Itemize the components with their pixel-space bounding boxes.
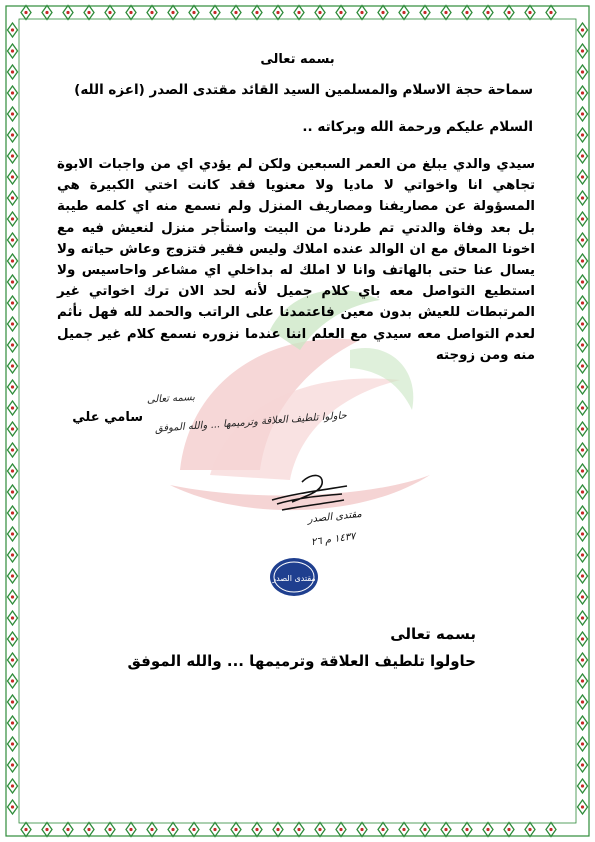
border-ornament-icon	[578, 401, 588, 415]
border-ornament-icon	[578, 317, 588, 331]
letter-body: سيدي والدي يبلغ من العمر السبعين ولكن لم يؤدي اي من واجبات الابوة تجاهي انا واخواتي لا ماديا ولا معنويا فقد كانت اختي الكبيرة هي المسؤولة عن مصاريفنا ومصاريف المنزل ولم نسمع منه اي كلمه طيبة بل بعد وفاة والدتي تم طردنا من البيت واستأجر منزل لنعيش فيه مع اخونا المعاق مع ان الوالد عنده املاك وليس فقير فتزوج وعاش حياته ولا يسال عنا حتى بالهاتف وانا لا املك له بداخلي اي مشاعر واحاسيس ولا استطيع التواصل معه باي كلام جميل لأنه لحد الان ترك اخواتي غير المرتبطات للعيش بدون معين فاعتمدنا على الراتب والحمد لله فهل نأثم لعدم التواصل معه سيدي مع العلم اننا عندما نزوره نسمع كلام غير جميل منه ومن زوجته	[57, 157, 535, 363]
border-ornament-icon	[578, 359, 588, 373]
border-ornament-icon	[578, 86, 588, 100]
border-ornament-icon	[63, 6, 73, 20]
border-ornament-icon	[578, 569, 588, 583]
border-ornament-icon	[578, 737, 588, 751]
border-ornament-icon	[126, 823, 136, 837]
border-ornament-icon	[42, 823, 52, 837]
border-ornament-icon	[336, 6, 346, 20]
border-ornament-icon	[420, 823, 430, 837]
border-ornament-icon	[462, 6, 472, 20]
border-ornament-icon	[420, 6, 430, 20]
border-ornament-icon	[315, 823, 325, 837]
border-ornament-icon	[483, 6, 493, 20]
border-ornament-icon	[525, 6, 535, 20]
reply-text: حاولوا تلطيف العلاقة وترميمها ... والله الموفق	[127, 652, 476, 670]
border-ornament-icon	[578, 128, 588, 142]
border-ornament-icon	[8, 380, 18, 394]
border-ornament-icon	[8, 674, 18, 688]
border-ornament-icon	[273, 6, 283, 20]
border-ornament-icon	[8, 128, 18, 142]
border-ornament-icon	[578, 779, 588, 793]
border-ornament-icon	[315, 6, 325, 20]
border-ornament-icon	[8, 317, 18, 331]
letter-opening: بسمه تعالى	[260, 52, 335, 67]
border-ornament-icon	[441, 6, 451, 20]
border-ornament-icon	[578, 758, 588, 772]
border-ornament-icon	[578, 716, 588, 730]
border-ornament-icon	[578, 149, 588, 163]
border-ornament-icon	[8, 275, 18, 289]
border-ornament-icon	[578, 65, 588, 79]
border-ornament-icon	[378, 823, 388, 837]
border-ornament-icon	[8, 170, 18, 184]
border-ornament-icon	[378, 6, 388, 20]
official-stamp	[268, 556, 320, 598]
border-ornament-icon	[168, 823, 178, 837]
border-ornament-icon	[294, 6, 304, 20]
signature-name: مقتدى الصدر	[307, 508, 363, 526]
border-ornament-icon	[8, 359, 18, 373]
border-ornament-icon	[8, 548, 18, 562]
border-ornament-icon	[8, 695, 18, 709]
handwritten-line-2: حاولوا تلطيف العلاقة وترميمها ... والله الموفق	[154, 410, 348, 435]
sender-name: سامي علي	[72, 410, 143, 425]
border-ornament-icon	[546, 823, 556, 837]
border-ornament-icon	[8, 149, 18, 163]
border-ornament-icon	[357, 823, 367, 837]
border-ornament-icon	[21, 823, 31, 837]
border-ornament-icon	[578, 485, 588, 499]
border-ornament-icon	[252, 6, 262, 20]
border-ornament-icon	[210, 823, 220, 837]
border-ornament-icon	[578, 590, 588, 604]
border-ornament-icon	[189, 6, 199, 20]
border-ornament-icon	[504, 823, 514, 837]
border-ornament-icon	[578, 233, 588, 247]
border-ornament-icon	[578, 422, 588, 436]
border-ornament-icon	[578, 674, 588, 688]
border-ornament-icon	[105, 6, 115, 20]
border-ornament-icon	[8, 233, 18, 247]
border-ornament-icon	[578, 611, 588, 625]
border-ornament-icon	[8, 464, 18, 478]
stamp-label: مقتدى الصدر	[272, 574, 316, 583]
border-ornament-icon	[147, 6, 157, 20]
letter-greeting: السلام عليكم ورحمة الله وبركاته ..	[302, 119, 533, 135]
border-ornament-icon	[168, 6, 178, 20]
border-ornament-icon	[8, 485, 18, 499]
border-ornament-icon	[462, 823, 472, 837]
border-ornament-icon	[483, 823, 493, 837]
border-ornament-icon	[189, 823, 199, 837]
border-ornament-icon	[578, 443, 588, 457]
border-ornament-icon	[8, 443, 18, 457]
border-ornament-icon	[231, 823, 241, 837]
border-ornament-icon	[252, 823, 262, 837]
border-ornament-icon	[578, 170, 588, 184]
border-ornament-icon	[8, 590, 18, 604]
border-ornament-icon	[8, 758, 18, 772]
border-ornament-icon	[578, 338, 588, 352]
border-ornament-icon	[8, 632, 18, 646]
border-ornament-icon	[504, 6, 514, 20]
border-ornament-icon	[8, 107, 18, 121]
border-ornament-icon	[578, 254, 588, 268]
border-ornament-icon	[231, 6, 241, 20]
border-ornament-icon	[105, 823, 115, 837]
border-ornament-icon	[273, 823, 283, 837]
border-ornament-icon	[8, 527, 18, 541]
border-ornament-icon	[8, 212, 18, 226]
border-ornament-icon	[84, 823, 94, 837]
border-ornament-icon	[8, 23, 18, 37]
border-ornament-icon	[8, 569, 18, 583]
border-ornament-icon	[578, 653, 588, 667]
border-ornament-icon	[8, 296, 18, 310]
border-ornament-icon	[578, 275, 588, 289]
border-ornament-icon	[578, 548, 588, 562]
border-ornament-icon	[8, 422, 18, 436]
border-ornament-icon	[8, 401, 18, 415]
border-ornament-icon	[399, 6, 409, 20]
border-ornament-icon	[8, 800, 18, 814]
border-ornament-icon	[8, 779, 18, 793]
border-ornament-icon	[8, 611, 18, 625]
border-ornament-icon	[578, 191, 588, 205]
border-ornament-icon	[294, 823, 304, 837]
handwritten-line-1: بسمه تعالى	[146, 392, 196, 406]
border-ornament-icon	[8, 86, 18, 100]
border-ornament-icon	[8, 716, 18, 730]
border-ornament-icon	[8, 653, 18, 667]
border-ornament-icon	[8, 506, 18, 520]
border-ornament-icon	[357, 6, 367, 20]
border-ornament-icon	[578, 107, 588, 121]
signature-date: ١٤٣٧ م ٢٦	[310, 531, 357, 549]
border-ornament-icon	[210, 6, 220, 20]
border-ornament-icon	[8, 65, 18, 79]
border-ornament-icon	[578, 23, 588, 37]
border-ornament-icon	[126, 6, 136, 20]
border-ornament-icon	[578, 506, 588, 520]
border-ornament-icon	[63, 823, 73, 837]
border-ornament-icon	[21, 6, 31, 20]
border-ornament-icon	[578, 212, 588, 226]
border-ornament-icon	[8, 191, 18, 205]
border-ornament-icon	[8, 338, 18, 352]
border-ornament-icon	[578, 296, 588, 310]
border-ornament-icon	[578, 632, 588, 646]
border-ornament-icon	[8, 737, 18, 751]
border-ornament-icon	[147, 823, 157, 837]
border-ornament-icon	[336, 823, 346, 837]
border-ornament-icon	[578, 695, 588, 709]
border-ornament-icon	[578, 380, 588, 394]
border-ornament-icon	[8, 254, 18, 268]
border-ornament-icon	[578, 800, 588, 814]
reply-opening: بسمه تعالى	[390, 625, 476, 643]
border-ornament-icon	[578, 464, 588, 478]
border-ornament-icon	[525, 823, 535, 837]
border-ornament-icon	[546, 6, 556, 20]
letter-addressee: سماحة حجة الاسلام والمسلمين السيد القائد مقتدى الصدر (اعزه الله)	[74, 82, 533, 98]
border-ornament-icon	[578, 527, 588, 541]
border-ornament-icon	[42, 6, 52, 20]
border-ornament-icon	[441, 823, 451, 837]
border-ornament-icon	[84, 6, 94, 20]
border-ornament-icon	[399, 823, 409, 837]
